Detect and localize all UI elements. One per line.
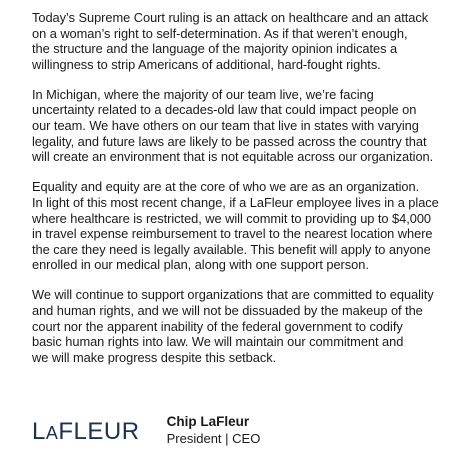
paragraph-line: Equality and equity are at the core of who we are as an organization. [32, 179, 420, 195]
statement-body [32, 10, 456, 380]
paragraph-line: Today’s Supreme Court ruling is an attack on healthcare and an attack [32, 10, 429, 25]
paragraph-line: we will make progress despite this setback. [32, 349, 277, 365]
paragraph-line: legality, and future laws are likely to be passed across the country that [32, 133, 427, 149]
paragraph-line: basic human rights into law. We will maintain our commitment and [32, 334, 404, 350]
paragraph-line: In light of this most recent change, if a LaFleur employee lives in a place [32, 194, 439, 210]
paragraph-line: uncertainty related to a decades-old law that could impact people on [32, 102, 417, 118]
logo-wordmark: LAFLEUR [32, 418, 140, 445]
paragraph-line: the structure and the language of the majority opinion indicates a [32, 41, 398, 57]
paragraph-benefit [32, 179, 456, 273]
paragraph-line: and human rights, and we will not be dissuaded by the makeup of the [32, 303, 423, 318]
paragraph-commitment [32, 287, 456, 365]
paragraph-ruling [32, 10, 456, 72]
paragraph-line: court nor the apparent inability of the federal government to codify [32, 318, 403, 334]
paragraph-line: on a woman’s right to self-determination. As if that weren’t enough, [32, 25, 408, 41]
signature-block [32, 414, 260, 447]
paragraph-line: in travel expense reimbursement to travel to the nearest location where [32, 226, 433, 242]
signer-name: Chip LaFleur [166, 414, 250, 429]
paragraph-line: where healthcare is restricted, we will commit to providing up to $4,000 [32, 210, 432, 226]
paragraph-michigan [32, 87, 456, 165]
paragraph-line: will create an environment that is not equitable across our organization. [32, 149, 434, 165]
paragraph-line: We will continue to support organizations that are committed to equality [32, 287, 434, 303]
paragraph-line: our team. We have others on our team that live in states with varying [32, 118, 419, 134]
paragraph-line: the care they need is legally available. This benefit will apply to anyone [32, 241, 431, 257]
signer-title: President | CEO [166, 431, 261, 446]
paragraph-line: enrolled in our medical plan, along with one support person. [32, 257, 369, 273]
paragraph-line: willingness to strip Americans of additional, hard-fought rights. [32, 56, 381, 72]
paragraph-line: In Michigan, where the majority of our team live, we’re facing [32, 86, 374, 102]
signer-info [167, 414, 261, 447]
company-logo [32, 420, 140, 445]
